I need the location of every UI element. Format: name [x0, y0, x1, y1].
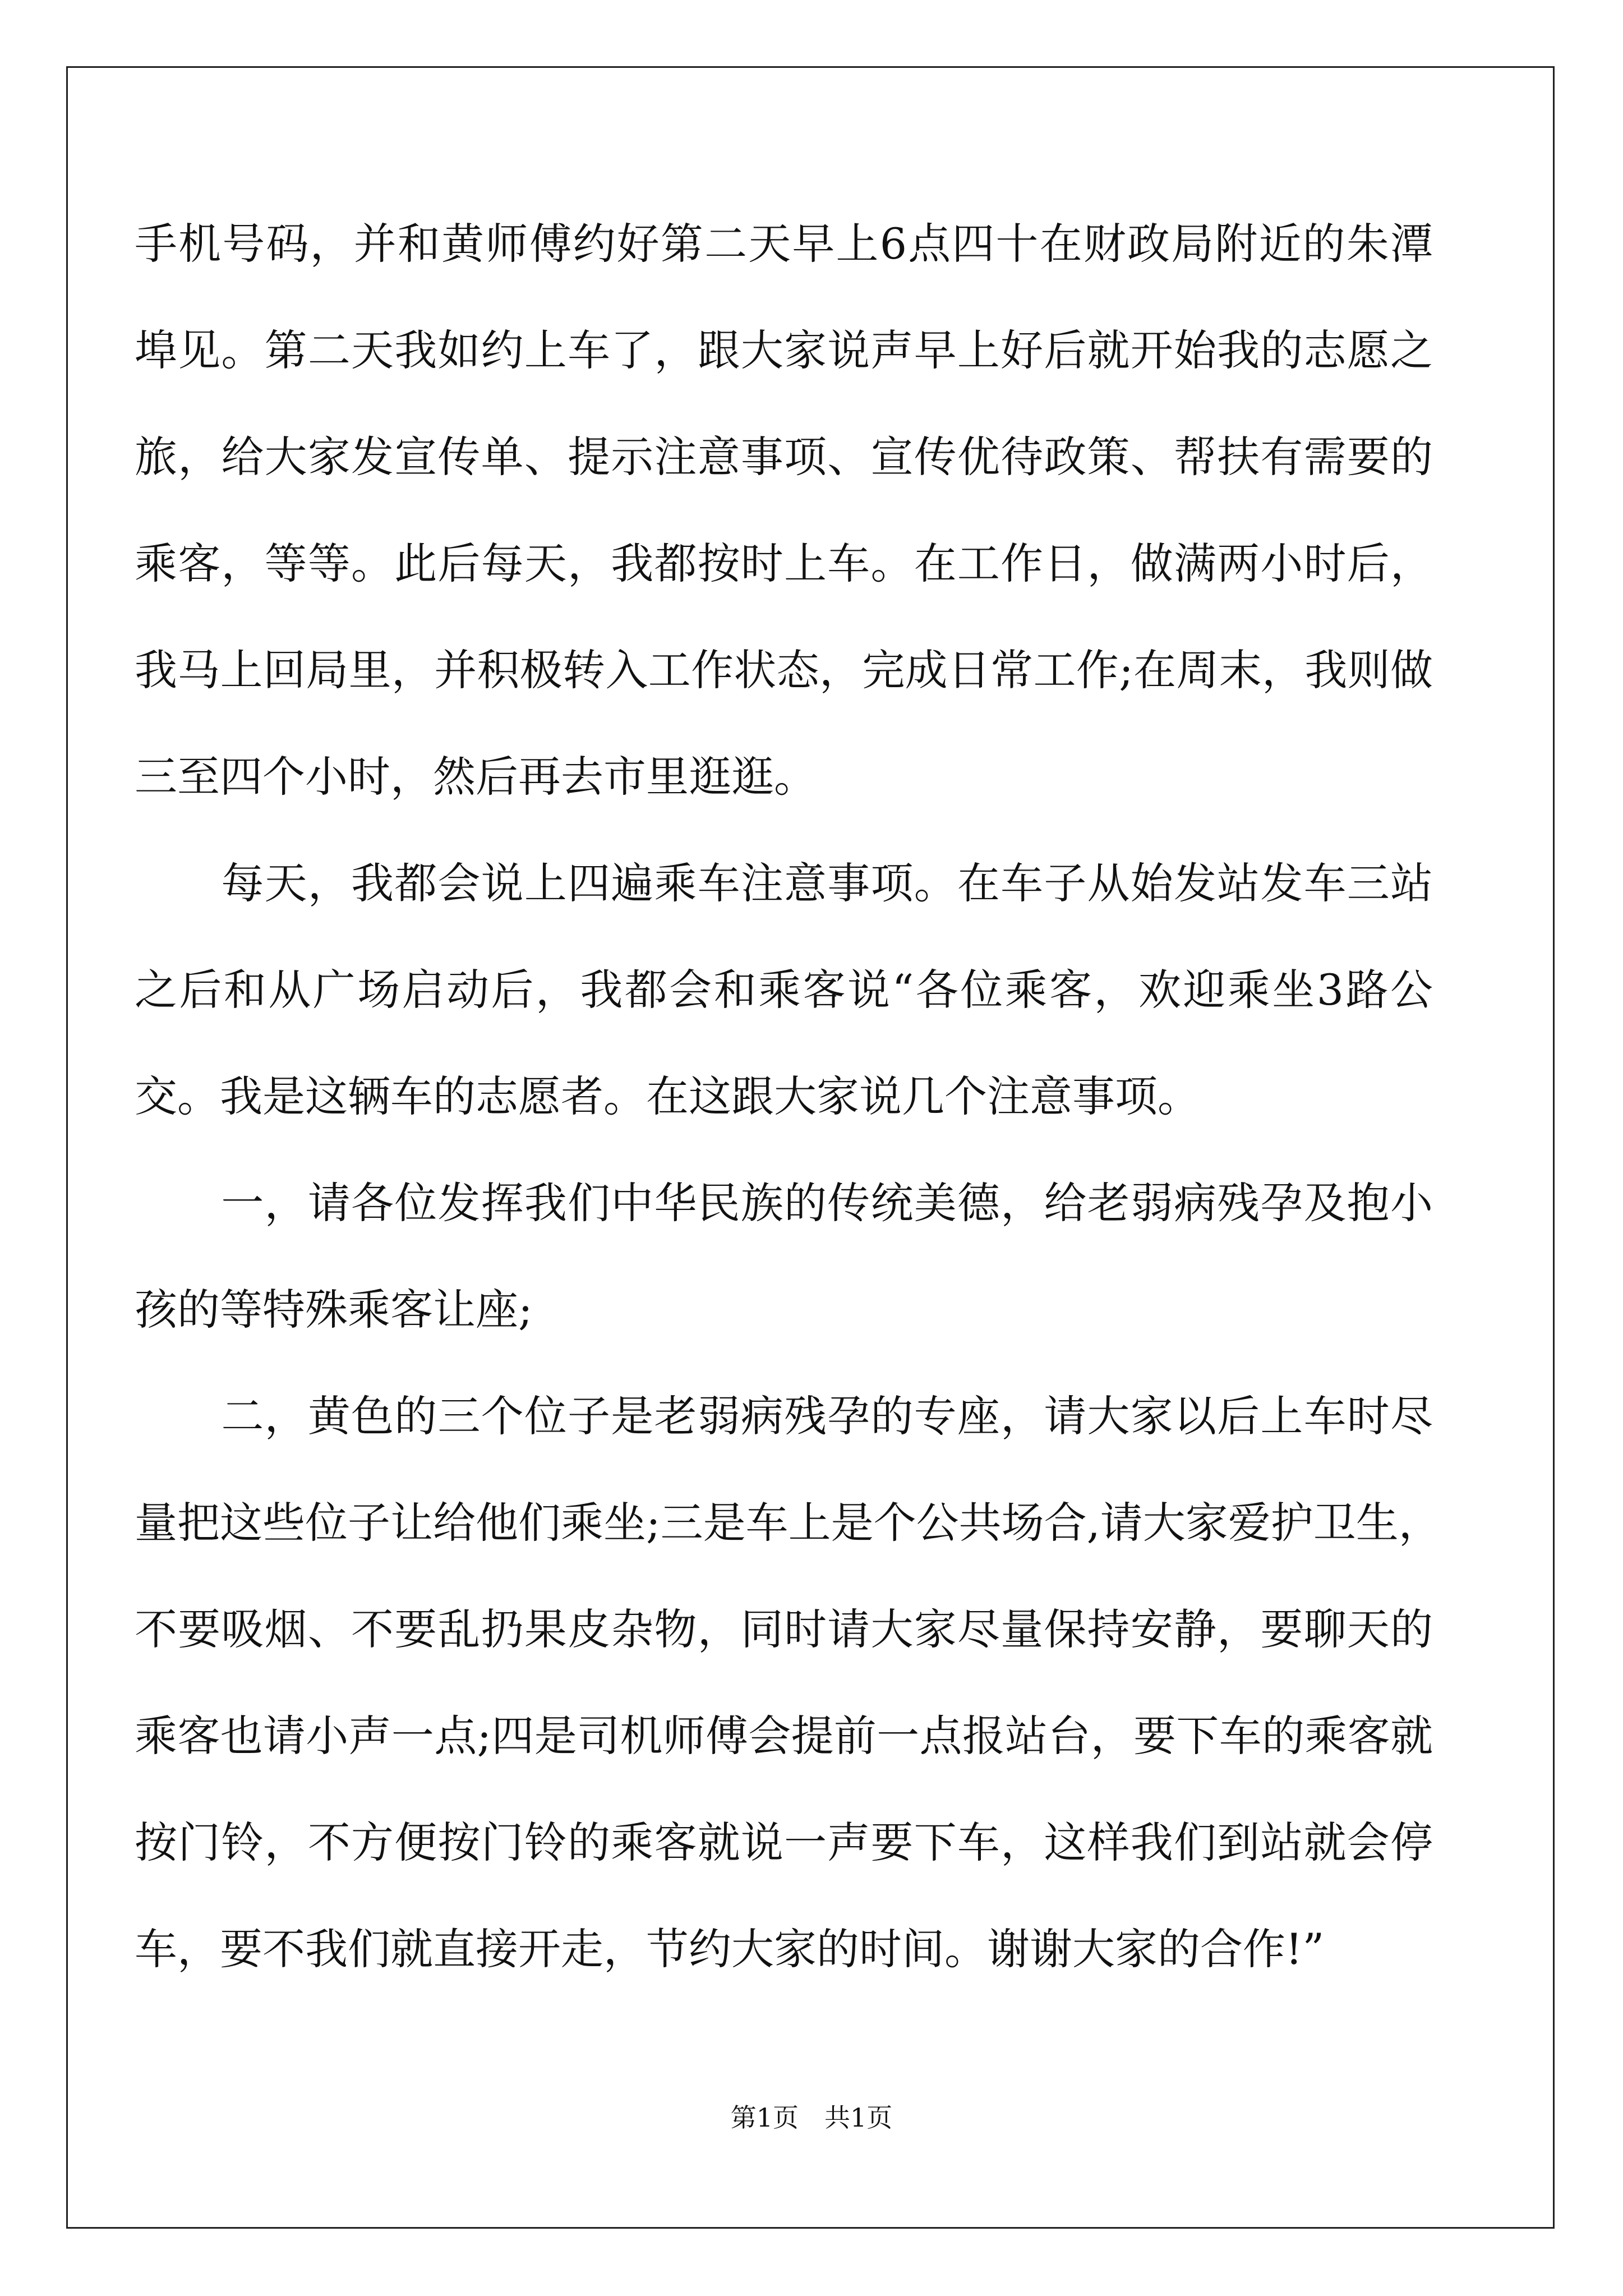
- text-line: 量把这些位子让给他们乘坐;三是车上是个公共场合,请大家爱护卫生，: [135, 1498, 1441, 1548]
- text-line: 三至四个小时，然后再去市里逛逛。: [135, 752, 817, 802]
- text-line: 按门铃，不方便按门铃的乘客就说一声要下车，这样我们到站就会停: [135, 1818, 1433, 1867]
- text-line: 我马上回局里，并积极转入工作状态，完成日常工作;在周末，我则做: [135, 645, 1433, 695]
- text-line: 乘客也请小声一点;四是司机师傅会提前一点报站台，要下车的乘客就: [135, 1711, 1433, 1761]
- text-line: 每天，我都会说上四遍乘车注意事项。在车子从始发站发车三站: [135, 858, 1433, 908]
- text-line: 埠见。第二天我如约上车了，跟大家说声早上好后就开始我的志愿之: [135, 325, 1433, 375]
- text-line: 一，请各位发挥我们中华民族的传统美德，给老弱病残孕及抱小: [135, 1178, 1433, 1228]
- text-line: 孩的等特殊乘客让座;: [135, 1285, 533, 1335]
- document-body: [135, 191, 1441, 2003]
- text-line: 交。我是这辆车的志愿者。在这跟大家说几个注意事项。: [135, 1071, 1200, 1121]
- text-line: 乘客，等等。此后每天，我都按时上车。在工作日，做满两小时后，: [135, 539, 1433, 588]
- text-line: 不要吸烟、不要乱扔果皮杂物，同时请大家尽量保持安静，要聊天的: [135, 1604, 1433, 1654]
- text-line: 手机号码，并和黄师傅约好第二天早上6点四十在财政局附近的朱潭: [135, 219, 1433, 269]
- page-number-footer: 第1页 共1页: [730, 2102, 893, 2133]
- text-line: 二，黄色的三个位子是老弱病残孕的专座，请大家以后上车时尽: [135, 1391, 1433, 1441]
- text-line: 旅，给大家发宣传单、提示注意事项、宣传优待政策、帮扶有需要的: [135, 432, 1433, 482]
- text-line: 车，要不我们就直接开走，节约大家的时间。谢谢大家的合作!”: [135, 1924, 1325, 1974]
- text-line: 之后和从广场启动后，我都会和乘客说“各位乘客，欢迎乘坐3路公: [135, 965, 1433, 1015]
